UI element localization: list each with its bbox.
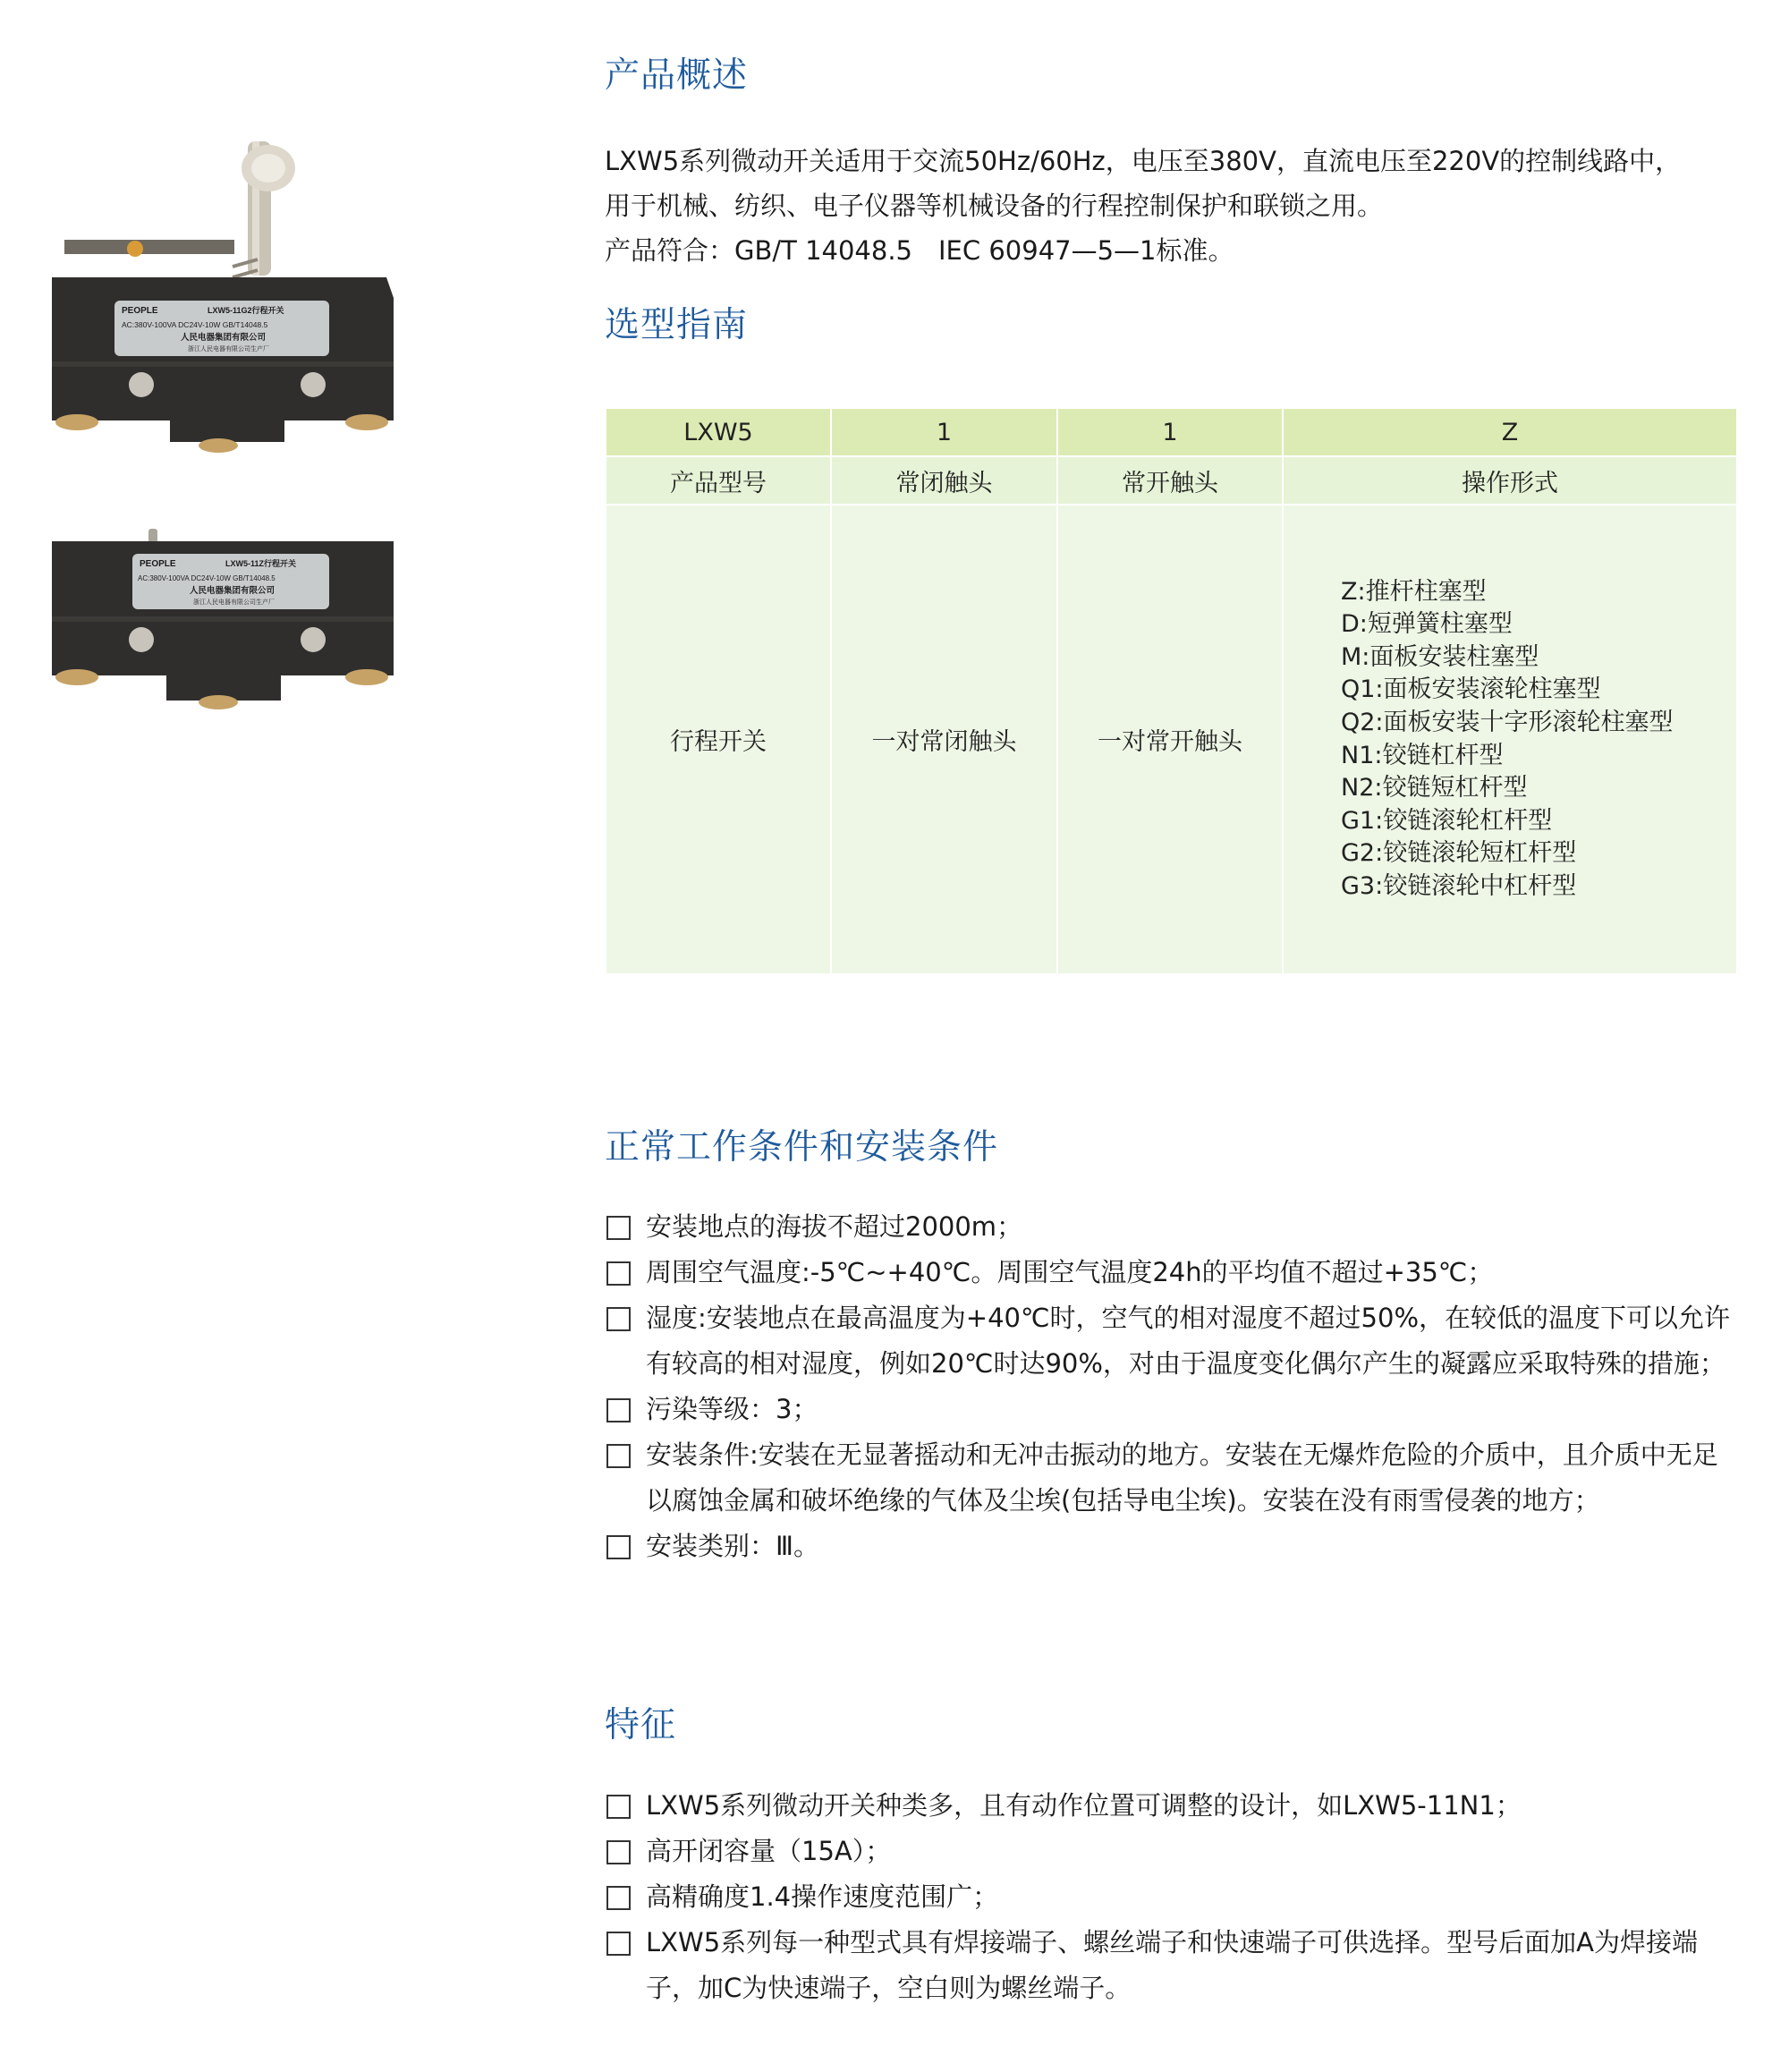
plunger <box>148 529 157 543</box>
overview-line: 用于机械、纺织、电子仪器等机械设备的行程控制保护和联锁之用。 <box>605 191 1384 221</box>
mounting-hole-right <box>301 627 326 652</box>
detail-cell-model: 行程开关 <box>606 505 831 974</box>
operation-type-item: D:短弹簧柱塞型 <box>1341 610 1513 639</box>
nameplate-model: LXW5-11G2行程开关 <box>208 306 284 315</box>
feature-item: 高开闭容量（15A）； <box>605 1829 1736 1874</box>
condition-item: 周围空气温度:-5℃~+40℃。周围空气温度24h的平均值不超过+35℃； <box>605 1250 1736 1295</box>
roller-wheel <box>242 145 295 191</box>
condition-item: 污染等级：3； <box>605 1387 1736 1432</box>
condition-item: 安装条件:安装在无显著摇动和无冲击振动的地方。安装在无爆炸危险的介质中，且介质中无足以腐蚀金属和破坏绝缘的气体及尘埃(包括导电尘埃)。安装在没有雨雪侵袭的地方； <box>605 1432 1736 1524</box>
code-cell-no: 1 <box>1057 408 1283 456</box>
operation-type-item: Q2:面板安装十字形滚轮柱塞型 <box>1341 708 1674 736</box>
code-row <box>606 408 1737 456</box>
conditions-title: 正常工作条件和安装条件 <box>605 1127 999 1168</box>
detail-cell-operation <box>1283 505 1737 974</box>
selection-table <box>605 407 1738 975</box>
nameplate-maker: 浙江人民电器有限公司生产厂 <box>188 346 269 352</box>
features-list <box>605 1783 1736 2011</box>
code-cell-operation: Z <box>1283 408 1737 456</box>
conditions-list <box>605 1204 1736 1569</box>
overview-title: 产品概述 <box>605 55 749 96</box>
nameplate-company: 人民电器集团有限公司 <box>190 586 276 596</box>
overview-text <box>605 139 1681 273</box>
name-cell-operation: 操作形式 <box>1283 456 1737 505</box>
nameplate-maker: 浙江人民电器有限公司生产厂 <box>193 599 275 606</box>
plunger-dot <box>127 241 143 257</box>
feature-item: LXW5系列微动开关种类多，且有动作位置可调整的设计，如LXW5-11N1； <box>605 1783 1736 1829</box>
detail-row <box>606 505 1737 974</box>
condition-item: 湿度:安装地点在最高温度为+40℃时，空气的相对湿度不超过50%，在较低的温度下可以允许有较高的相对湿度，例如20℃时达90%，对由于温度变化偶尔产生的凝露应采取特殊的措施； <box>605 1295 1736 1387</box>
name-row <box>606 456 1737 505</box>
condition-item: 安装类别：Ⅲ。 <box>605 1524 1736 1569</box>
mounting-hole-left <box>129 627 154 652</box>
operation-type-item: G2:铰链滚轮短杠杆型 <box>1341 839 1577 868</box>
lever-bracket <box>64 240 234 254</box>
detail-cell-nc: 一对常闭触头 <box>831 505 1057 974</box>
operation-type-item: M:面板安装柱塞型 <box>1341 642 1539 671</box>
nameplate-model: LXW5-11Z行程开关 <box>225 559 297 568</box>
operation-type-item: N2:铰链短杠杆型 <box>1341 774 1528 802</box>
operation-type-list <box>1284 576 1736 904</box>
features-title: 特征 <box>605 1705 677 1745</box>
name-cell-nc: 常闭触头 <box>831 456 1057 505</box>
nameplate-brand: PEOPLE <box>122 306 158 316</box>
operation-type-item: N1:铰链杠杆型 <box>1341 741 1504 769</box>
name-cell-model: 产品型号 <box>606 456 831 505</box>
operation-type-item: G3:铰链滚轮中杠杆型 <box>1341 871 1577 900</box>
mounting-hole-right <box>301 372 326 397</box>
operation-type-item: G1:铰链滚轮杠杆型 <box>1341 806 1553 835</box>
operation-type-item: Q1:面板安装滚轮柱塞型 <box>1341 675 1601 704</box>
feature-item: 高精确度1.4操作速度范围广； <box>605 1874 1736 1920</box>
overview-line: 产品符合：GB/T 14048.5 IEC 60947—5—1标准。 <box>605 235 1234 266</box>
nameplate-rating: AC:380V-100VA DC24V-10W GB/T14048.5 <box>122 320 268 329</box>
condition-item: 安装地点的海拔不超过2000m； <box>605 1204 1736 1250</box>
operation-type-item: Z:推杆柱塞型 <box>1341 577 1487 606</box>
code-cell-nc: 1 <box>831 408 1057 456</box>
code-cell-series: LXW5 <box>606 408 831 456</box>
selection-title: 选型指南 <box>605 305 749 345</box>
product-photo-roller-lever-switch <box>47 141 404 454</box>
product-photo-plunger-switch <box>47 523 404 720</box>
detail-cell-no: 一对常开触头 <box>1057 505 1283 974</box>
overview-line: LXW5系列微动开关适用于交流50Hz/60Hz，电压至380V，直流电压至220V的控制线路中， <box>605 146 1682 176</box>
name-cell-no: 常开触头 <box>1057 456 1283 505</box>
mounting-hole-left <box>129 372 154 397</box>
nameplate-company: 人民电器集团有限公司 <box>181 333 267 343</box>
nameplate-brand: PEOPLE <box>140 559 176 569</box>
nameplate-rating: AC:380V-100VA DC24V-10W GB/T14048.5 <box>138 574 276 582</box>
feature-item: LXW5系列每一种型式具有焊接端子、螺丝端子和快速端子可供选择。型号后面加A为焊接端子，加C为快速端子，空白则为螺丝端子。 <box>605 1920 1736 2011</box>
